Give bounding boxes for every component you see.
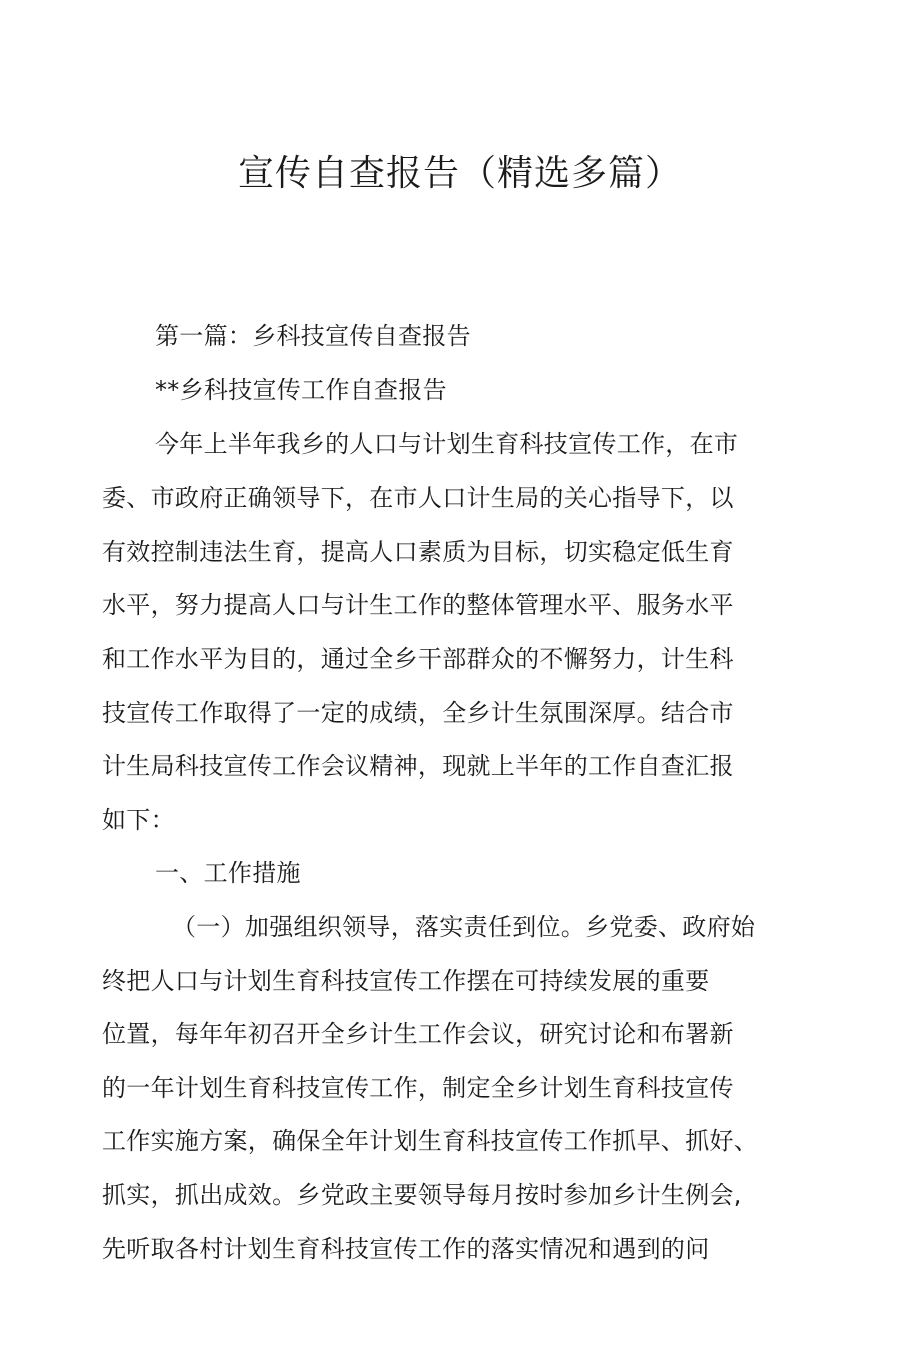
paragraph-line: 先听取各村计划生育科技宣传工作的落实情况和遇到的问 — [102, 1235, 710, 1263]
report-heading: **乡科技宣传工作自查报告 — [155, 376, 447, 404]
document-title: 宣传自查报告（精选多篇） — [237, 153, 682, 194]
paragraph-line: 如下： — [102, 806, 175, 834]
paragraph-line: 有效控制违法生育，提高人口素质为目标，切实稳定低生育 — [102, 538, 734, 566]
paragraph-line: 今年上半年我乡的人口与计划生育科技宣传工作，在市 — [155, 430, 739, 458]
paragraph-line: 的一年计划生育科技宣传工作，制定全乡计划生育科技宣传 — [102, 1074, 734, 1102]
paragraph-line: 和工作水平为目的，通过全乡干部群众的不懈努力，计生科 — [102, 645, 734, 673]
section-heading: 第一篇：乡科技宣传自查报告 — [155, 322, 471, 350]
paragraph-line: 位置，每年年初召开全乡计生工作会议，研究讨论和布署新 — [102, 1020, 734, 1048]
paragraph-line: 水平，努力提高人口与计生工作的整体管理水平、服务水平 — [102, 591, 734, 619]
paragraph-line: 技宣传工作取得了一定的成绩，全乡计生氛围深厚。结合市 — [102, 699, 734, 727]
paragraph-line: 抓实，抓出成效。乡党政主要领导每月按时参加乡计生例会, — [102, 1181, 742, 1209]
paragraph-line: （一）加强组织领导，落实责任到位。乡党委、政府始 — [172, 913, 756, 941]
paragraph-line: 终把人口与计划生育科技宣传工作摆在可持续发展的重要 — [102, 967, 710, 995]
paragraph-line: 计生局科技宣传工作会议精神，现就上半年的工作自查汇报 — [102, 752, 734, 780]
paragraph-line: 委、市政府正确领导下，在市人口计生局的关心指导下，以 — [102, 484, 734, 512]
paragraph-line: 工作实施方案，确保全年计划生育科技宣传工作抓早、抓好、 — [102, 1127, 759, 1155]
subsection-heading: 一、工作措施 — [155, 859, 301, 887]
